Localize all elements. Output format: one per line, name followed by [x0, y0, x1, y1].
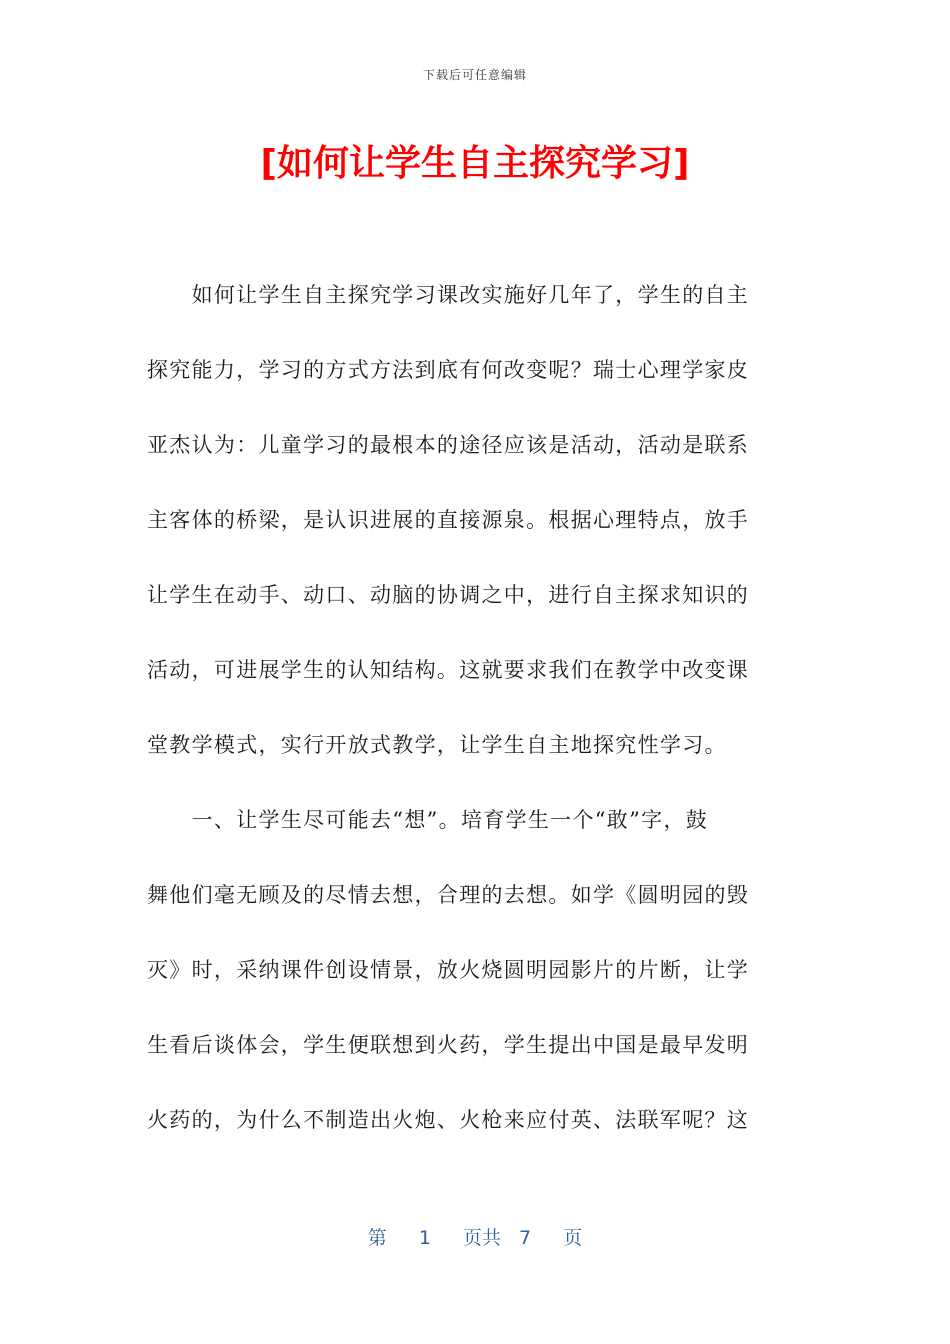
body-line: 火药的，为什么不制造出火炮、火枪来应付英、法联军呢？这 — [147, 1108, 750, 1132]
footer-total-pages: 7 — [519, 1227, 532, 1249]
body-line: 堂教学模式，实行开放式教学，让学生自主地探究性学习。 — [147, 733, 727, 757]
document-title: [如何让学生自主探究学习] — [260, 143, 690, 184]
body-line: 探究能力，学习的方式方法到底有何改变呢？瑞士心理学家皮 — [147, 358, 750, 382]
footer-suffix: 页 — [563, 1227, 583, 1249]
body-line: 生看后谈体会，学生便联想到火药，学生提出中国是最早发明 — [147, 1033, 750, 1057]
body-line: 灭》时，采纳课件创设情景，放火烧圆明园影片的片断，让学 — [147, 958, 750, 982]
body-line: 亚杰认为：儿童学习的最根本的途径应该是活动，活动是联系 — [147, 433, 750, 457]
body-line: 活动，可进展学生的认知结构。这就要求我们在教学中改变课 — [147, 658, 750, 682]
body-line: 主客体的桥梁，是认识进展的直接源泉。根据心理特点，放手 — [147, 508, 750, 532]
page-header-note: 下载后可任意编辑 — [422, 68, 527, 82]
footer-current-page: 1 — [418, 1227, 431, 1249]
footer-prefix: 第 — [367, 1227, 387, 1249]
body-line: 一、让学生尽可能去“想”。培育学生一个“敢”字，鼓 — [147, 808, 709, 832]
footer-middle: 页共 — [462, 1227, 501, 1249]
body-line: 舞他们毫无顾及的尽情去想，合理的去想。如学《圆明园的毁 — [147, 883, 750, 907]
body-line: 让学生在动手、动口、动脑的协调之中，进行自主探求知识的 — [147, 583, 750, 607]
body-line: 如何让学生自主探究学习课改实施好几年了，学生的自主 — [147, 283, 750, 307]
document-body — [147, 258, 803, 1158]
page-footer — [0, 1222, 950, 1254]
